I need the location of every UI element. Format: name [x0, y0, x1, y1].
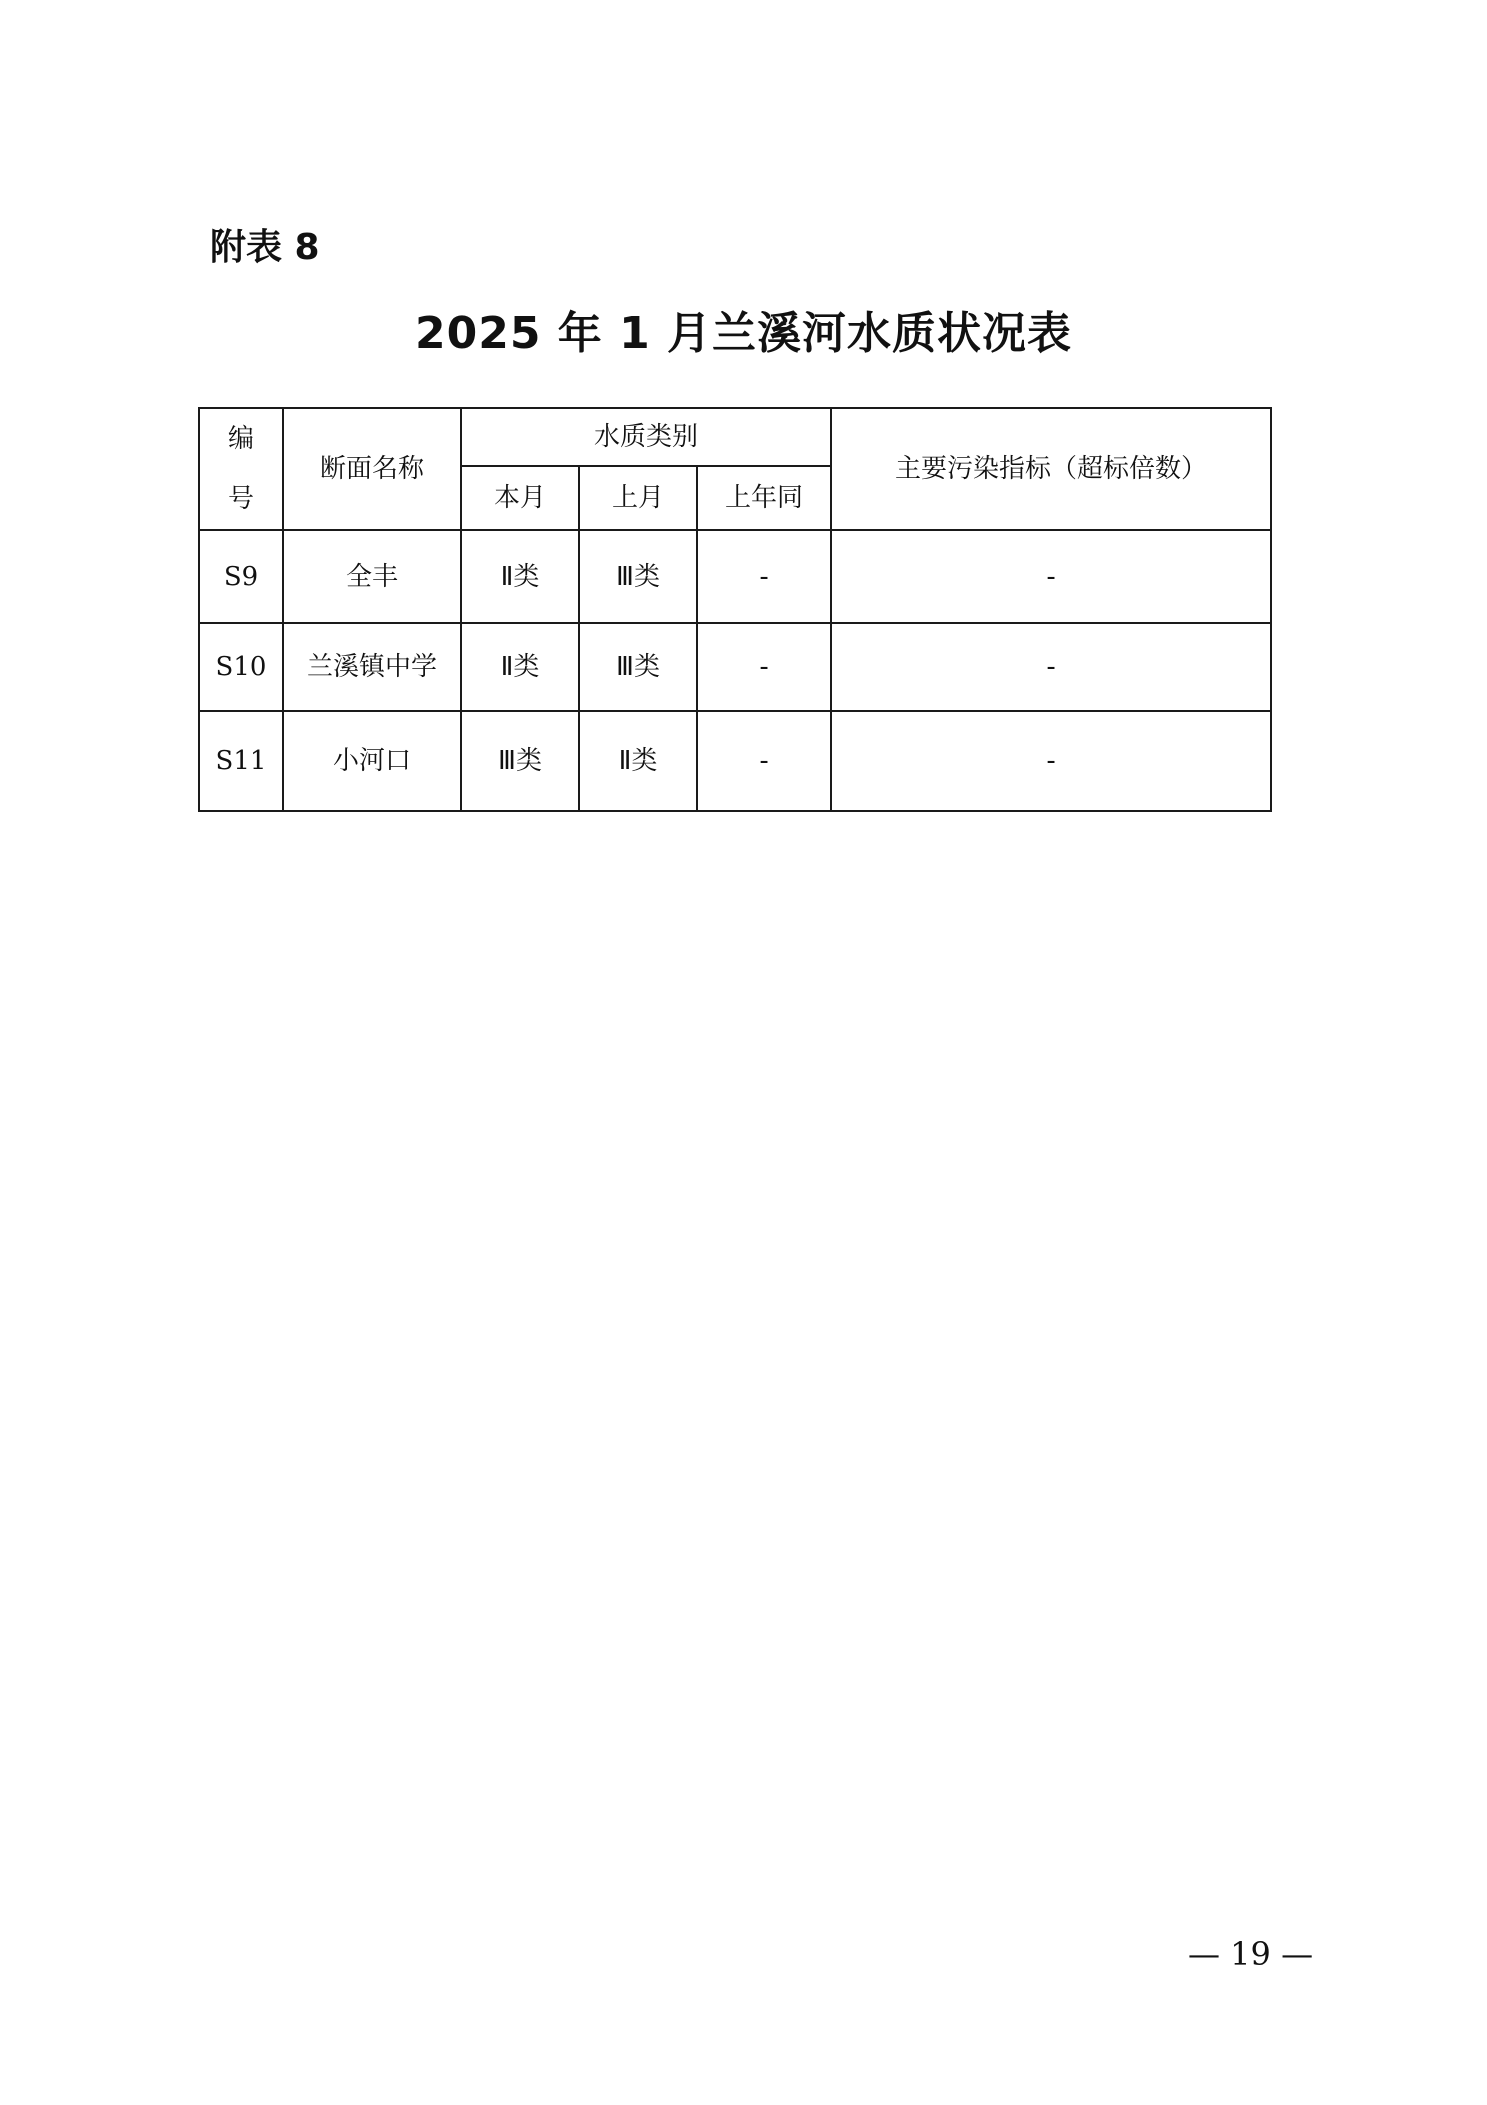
- header-main-pollutants: 主要污染指标（超标倍数）: [831, 408, 1271, 530]
- header-water-quality-class: 水质类别: [461, 408, 831, 466]
- cell-last-month: Ⅲ类: [579, 623, 697, 711]
- cell-section-name: 小河口: [283, 711, 461, 811]
- cell-last-month: Ⅲ类: [579, 530, 697, 623]
- header-this-month: 本月: [461, 466, 579, 530]
- cell-pollutants: -: [831, 711, 1271, 811]
- cell-code: S10: [199, 623, 283, 711]
- header-code-line-2: 号: [227, 484, 254, 514]
- cell-last-year: -: [697, 623, 831, 711]
- cell-section-name: 兰溪镇中学: [283, 623, 461, 711]
- table-row: [199, 623, 1271, 711]
- page-number: — 19 —: [1188, 1935, 1314, 1973]
- cell-this-month: Ⅱ类: [461, 623, 579, 711]
- cell-section-name: 全丰: [283, 530, 461, 623]
- table-row: [199, 711, 1271, 811]
- header-same-period-last-year: 上年同: [697, 466, 831, 530]
- header-last-month: 上月: [579, 466, 697, 530]
- cell-code: S11: [199, 711, 283, 811]
- cell-pollutants: -: [831, 530, 1271, 623]
- cell-this-month: Ⅱ类: [461, 530, 579, 623]
- cell-pollutants: -: [831, 623, 1271, 711]
- cell-last-year: -: [697, 530, 831, 623]
- cell-code: S9: [199, 530, 283, 623]
- water-quality-table: [198, 407, 1272, 812]
- table-row: [199, 530, 1271, 623]
- cell-last-year: -: [697, 711, 831, 811]
- cell-last-month: Ⅱ类: [579, 711, 697, 811]
- header-section-name: 断面名称: [283, 408, 461, 530]
- appendix-label: 附表 8: [210, 227, 320, 268]
- table-header-row: [199, 408, 1271, 466]
- header-code: [199, 408, 283, 530]
- header-code-line-1: 编: [227, 424, 254, 454]
- cell-this-month: Ⅲ类: [461, 711, 579, 811]
- document-title: 2025 年 1 月兰溪河水质状况表: [414, 308, 1073, 359]
